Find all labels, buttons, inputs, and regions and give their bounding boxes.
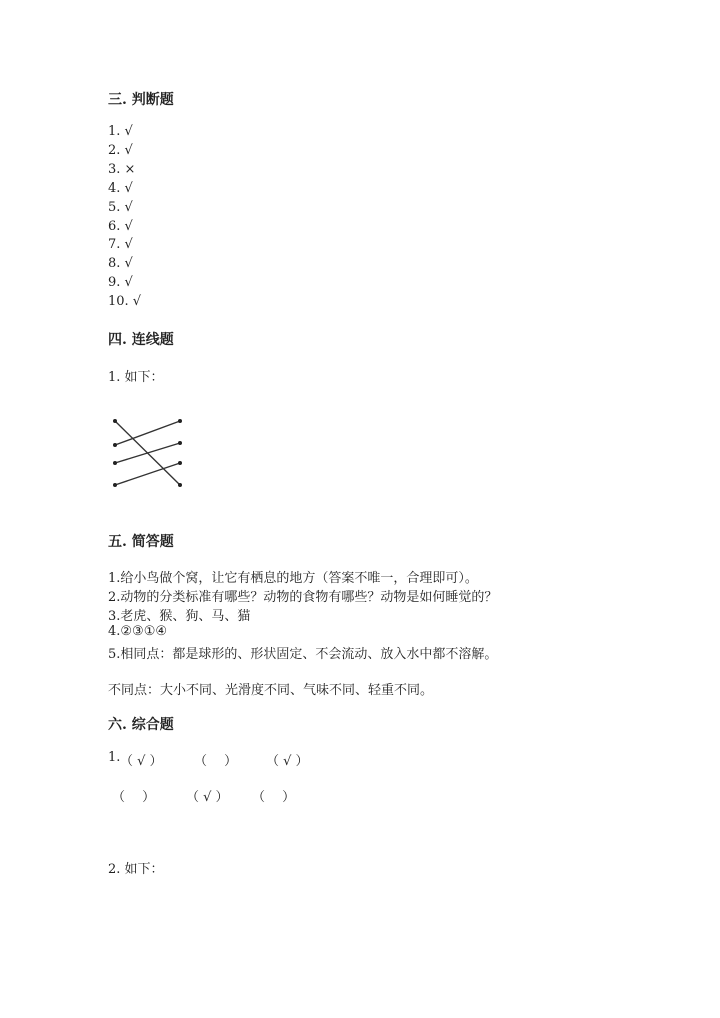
composite-answer-2: 2. 如下： xyxy=(108,862,164,877)
judgement-answer-4: 4. √ xyxy=(108,181,133,196)
left-dot-4 xyxy=(113,483,117,487)
composite-1-bracket-e: （ √ ） xyxy=(186,790,229,805)
line-3-to-2 xyxy=(115,443,180,463)
short-answer-5-differences: 不同点：大小不同、光滑度不同、气味不同、轻重不同。 xyxy=(108,683,434,698)
judgement-answer-9: 9. √ xyxy=(108,275,133,290)
judgement-answer-3: 3. × xyxy=(108,162,136,177)
composite-1-bracket-d: （ ） xyxy=(112,790,156,805)
left-dot-3 xyxy=(113,461,117,465)
section-6-title: 六. 综合题 xyxy=(108,717,174,733)
section-3-title: 三. 判断题 xyxy=(108,92,174,108)
section-4-title: 四. 连线题 xyxy=(108,332,174,348)
short-answer-5: 5.相同点：都是球形的、形状固定、不会流动、放入水中都不溶解。 xyxy=(108,647,498,662)
judgement-answer-6: 6. √ xyxy=(108,219,133,234)
matching-lines-diagram xyxy=(108,412,188,494)
composite-1-bracket-c: （ √ ） xyxy=(266,754,309,769)
left-dot-1 xyxy=(113,419,117,423)
judgement-answer-2: 2. √ xyxy=(108,143,133,158)
judgement-answer-10: 10. √ xyxy=(108,294,142,309)
short-answer-2: 2.动物的分类标准有哪些？动物的食物有哪些？动物是如何睡觉的？ xyxy=(108,590,498,605)
matching-answer-1: 1. 如下： xyxy=(108,370,164,385)
section-5-title: 五. 简答题 xyxy=(108,534,174,550)
right-dot-3 xyxy=(178,461,182,465)
judgement-answer-5: 5. √ xyxy=(108,200,133,215)
judgement-answer-8: 8. √ xyxy=(108,256,133,271)
judgement-answer-7: 7. √ xyxy=(108,237,133,252)
right-dot-1 xyxy=(178,419,182,423)
short-answer-4: 4.②③①④ xyxy=(108,624,168,639)
matching-lines xyxy=(115,421,180,485)
judgement-answer-1: 1. √ xyxy=(108,124,133,139)
composite-1-bracket-b: （ ） xyxy=(194,754,238,769)
line-4-to-3 xyxy=(115,463,180,485)
short-answer-3: 3.老虎、猴、狗、马、猫 xyxy=(108,609,251,624)
right-dot-2 xyxy=(178,441,182,445)
composite-1-number: 1. xyxy=(108,750,121,765)
line-2-to-1 xyxy=(115,421,180,445)
composite-1-bracket-a: （ √ ） xyxy=(120,754,163,769)
left-dot-2 xyxy=(113,443,117,447)
short-answer-1: 1.给小鸟做个窝，让它有栖息的地方（答案不唯一，合理即可）。 xyxy=(108,571,478,586)
composite-1-bracket-f: （ ） xyxy=(252,790,296,805)
right-dot-4 xyxy=(178,483,182,487)
